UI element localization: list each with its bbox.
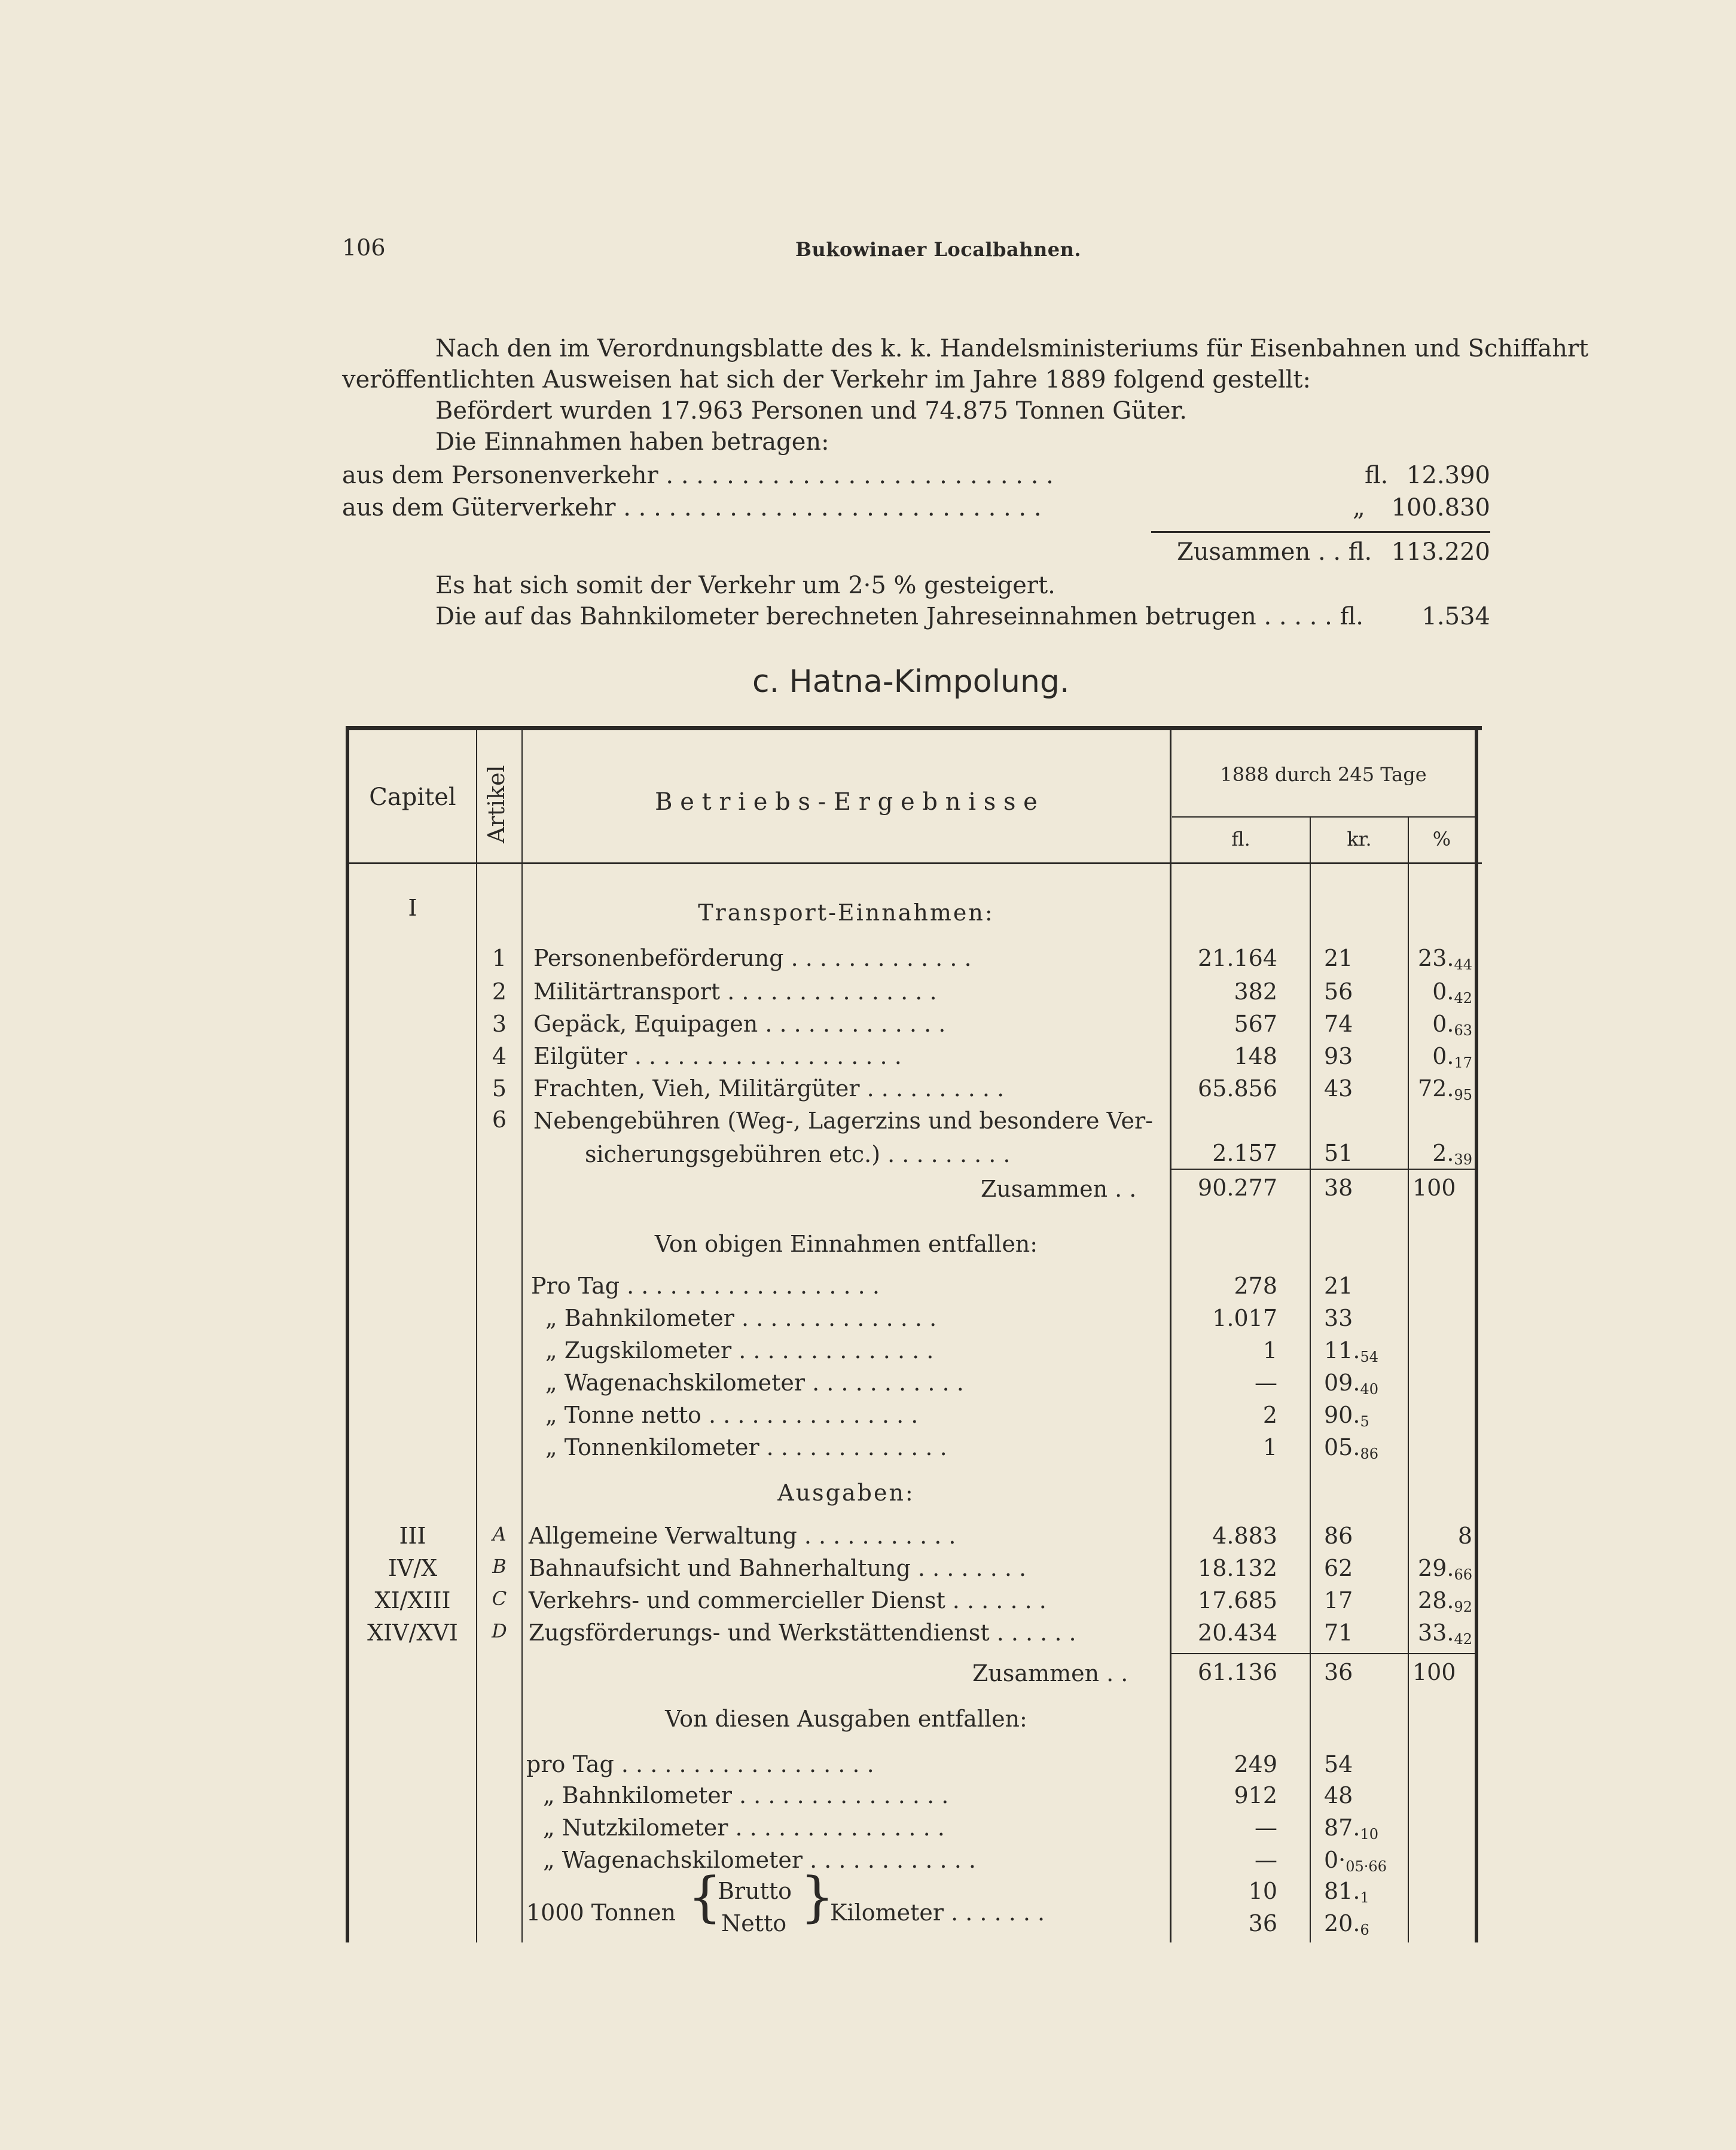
einnahmen-per-label: „ Wagenachskilometer . . . . . . . . . . . — [545, 1370, 964, 1396]
einnahmen-per-kr: $09._{40}$ — [1324, 1370, 1378, 1398]
ausgaben-heading: Ausgaben: — [777, 1480, 915, 1506]
ausgaben-per-kr: $0\cdot_{05\cdot 66}$ — [1324, 1847, 1387, 1875]
einnahmen-per-fl: 2 — [1262, 1402, 1277, 1428]
einnahmen-total-fl: 90.277 — [1198, 1175, 1277, 1201]
intro-total-rule — [1151, 531, 1490, 533]
running-title: Bukowinaer Localbahnen. — [795, 238, 1082, 261]
einnahmen-per-fl: 1 — [1262, 1434, 1277, 1460]
einnahmen-per-label: „ Tonnenkilometer . . . . . . . . . . . . . — [545, 1434, 947, 1460]
einnahmen-art: 1 — [492, 945, 507, 971]
ausgaben-per-label: „ Nutzkilometer . . . . . . . . . . . . . . . — [543, 1814, 945, 1841]
ausgaben-kr: 86 — [1324, 1523, 1353, 1549]
ausgaben-total-pct: 100 — [1412, 1659, 1456, 1685]
ausgaben-per-kr: 48 — [1324, 1782, 1353, 1809]
einnahmen-fl: 382 — [1234, 978, 1277, 1005]
ausgaben-per-heading: Von diesen Ausgaben entfallen: — [665, 1706, 1027, 1732]
intro-row-gueter-value: 100.830 — [1391, 494, 1490, 522]
tonnen-brutto-fl: 10 — [1248, 1878, 1277, 1904]
neben-pct: $2._{39}$ — [1432, 1140, 1472, 1168]
einnahmen-per-kr: $11._{54}$ — [1324, 1337, 1378, 1365]
ausgaben-sum-rule — [1170, 1653, 1475, 1654]
ausgaben-per-label: „ Bahnkilometer . . . . . . . . . . . . . . . — [543, 1782, 949, 1809]
einnahmen-per-kr: $05._{86}$ — [1324, 1434, 1378, 1462]
einnahmen-total-pct: 100 — [1412, 1175, 1456, 1201]
einnahmen-pct: $0._{42}$ — [1432, 978, 1472, 1007]
ausgaben-per-fl: — — [1255, 1847, 1277, 1873]
table-right-border — [1475, 728, 1478, 1942]
neben-label-1: Nebengebühren (Weg-, Lagerzins und besondere Ver- — [533, 1108, 1154, 1134]
tonnen-netto: Netto — [721, 1910, 787, 1936]
einnahmen-kr: 56 — [1324, 978, 1353, 1005]
ausgaben-pct: $28._{92}$ — [1418, 1587, 1472, 1615]
ausgaben-kr: 62 — [1324, 1555, 1353, 1581]
neben-fl: 2.157 — [1212, 1140, 1277, 1166]
header-pct: % — [1432, 828, 1451, 850]
ausgaben-per-fl: — — [1255, 1814, 1277, 1841]
header-fl: fl. — [1231, 828, 1250, 850]
einnahmen-label: Eilgüter . . . . . . . . . . . . . . . . . . . — [533, 1043, 902, 1069]
einnahmen-kr: 43 — [1324, 1075, 1353, 1102]
intro-line-3: Befördert wurden 17.963 Personen und 74.875 Tonnen Güter. — [435, 397, 1187, 425]
table-header-rule — [346, 862, 1482, 864]
ausgaben-kr: 17 — [1324, 1587, 1353, 1614]
ausgaben-per-kr: 54 — [1324, 1751, 1353, 1777]
ausgaben-art: D — [492, 1620, 507, 1642]
ausgaben-per-fl: 912 — [1234, 1782, 1277, 1809]
ausgaben-total-label: Zusammen . . — [972, 1660, 1128, 1687]
intro-row-personen-value: 12.390 — [1407, 462, 1490, 489]
intro-row-gueter-label: aus dem Güterverkehr . . . . . . . . . . . . . . . . . . . . . . . . . . . . — [342, 494, 1042, 522]
einnahmen-per-label: Pro Tag . . . . . . . . . . . . . . . . . . — [531, 1273, 880, 1299]
intro-row-personen-unit: fl. — [1365, 462, 1389, 489]
tonnen-netto-fl: 36 — [1248, 1910, 1277, 1936]
ausgaben-fl: 20.434 — [1198, 1620, 1277, 1646]
einnahmen-art: 4 — [492, 1043, 507, 1069]
ausgaben-pct: $29._{66}$ — [1418, 1555, 1472, 1583]
einnahmen-pct: $0._{63}$ — [1432, 1011, 1472, 1039]
einnahmen-fl: 567 — [1234, 1011, 1277, 1037]
einnahmen-fl: 21.164 — [1198, 945, 1277, 971]
ausgaben-pct: $33._{42}$ — [1418, 1620, 1472, 1648]
einnahmen-pct: $0._{17}$ — [1432, 1043, 1472, 1071]
einnahmen-art: 3 — [492, 1011, 507, 1037]
einnahmen-fl: 148 — [1234, 1043, 1277, 1069]
einnahmen-art: 2 — [492, 978, 507, 1005]
ausgaben-capitel: XIV/XVI — [367, 1620, 458, 1646]
tonnen-netto-kr: $20._6$ — [1324, 1910, 1369, 1938]
ausgaben-label: Verkehrs- und commercieller Dienst . . . . . . . — [529, 1587, 1047, 1614]
ausgaben-total-fl: 61.136 — [1198, 1659, 1277, 1685]
ausgaben-per-label: „ Wagenachskilometer . . . . . . . . . . . . — [543, 1847, 976, 1873]
ausgaben-art: B — [492, 1555, 507, 1578]
col-divider-capitel — [476, 728, 477, 1942]
einnahmen-per-kr: 21 — [1324, 1273, 1353, 1299]
einnahmen-per-kr: $90._5$ — [1324, 1402, 1369, 1430]
einnahmen-sum-rule — [1170, 1169, 1475, 1170]
header-kr: kr. — [1347, 828, 1372, 850]
ausgaben-art: C — [492, 1587, 507, 1610]
ausgaben-fl: 18.132 — [1198, 1555, 1277, 1581]
intro-line-1: Nach den im Verordnungsblatte des k. k. Handelsministeriums für Eisenbahnen und Schiffahrt — [435, 335, 1589, 362]
ausgaben-label: Bahnaufsicht und Bahnerhaltung . . . . . . . . — [529, 1555, 1027, 1581]
ausgaben-fl: 4.883 — [1212, 1523, 1277, 1549]
col-divider-text — [1170, 728, 1171, 1942]
ausgaben-per-label: pro Tag . . . . . . . . . . . . . . . . . . — [526, 1751, 874, 1777]
einnahmen-per-fl: 1.017 — [1212, 1305, 1277, 1331]
einnahmen-label: Gepäck, Equipagen . . . . . . . . . . . . . — [533, 1011, 946, 1037]
einnahmen-art: 5 — [492, 1075, 507, 1102]
einnahmen-pct: $72._{95}$ — [1418, 1075, 1472, 1103]
ausgaben-capitel: III — [399, 1523, 426, 1549]
einnahmen-label: Personenbeförderung . . . . . . . . . . . . . — [533, 945, 972, 971]
intro-line-6-value: 1.534 — [1421, 603, 1490, 630]
einnahmen-per-fl: 1 — [1262, 1337, 1277, 1364]
ausgaben-per-fl: 249 — [1234, 1751, 1277, 1777]
ausgaben-capitel: XI/XIII — [374, 1587, 451, 1614]
einnahmen-label: Frachten, Vieh, Militärgüter . . . . . . . . . . — [533, 1075, 1005, 1102]
capitel-I: I — [408, 895, 417, 921]
header-ergebnisse: B e t r i e b s - E r g e b n i s s e — [655, 788, 1038, 816]
einnahmen-per-fl: 278 — [1234, 1273, 1277, 1299]
ausgaben-fl: 17.685 — [1198, 1587, 1277, 1614]
einnahmen-per-kr: 33 — [1324, 1305, 1353, 1331]
einnahmen-kr: 74 — [1324, 1011, 1353, 1037]
intro-total-label: Zusammen . . fl. — [1177, 538, 1372, 566]
intro-line-4: Die Einnahmen haben betragen: — [435, 428, 829, 456]
ausgaben-capitel: IV/X — [388, 1555, 438, 1581]
tonnen-brutto-kr: $81._1$ — [1324, 1878, 1369, 1906]
tonnen-prefix: 1000 Tonnen — [526, 1899, 676, 1926]
ausgaben-label: Zugsförderungs- und Werkstättendienst . . . . . . — [529, 1620, 1076, 1646]
left-brace-icon: { — [688, 1866, 722, 1929]
intro-line-5: Es hat sich somit der Verkehr um 2·5 % gesteigert. — [435, 572, 1055, 599]
header-capitel: Capitel — [369, 783, 456, 811]
period-subheader-rule — [1172, 816, 1477, 818]
header-artikel: Artikel — [483, 765, 509, 843]
ausgaben-art: A — [492, 1523, 507, 1545]
einnahmen-pct: $23._{44}$ — [1418, 945, 1472, 973]
intro-row-personen-label: aus dem Personenverkehr . . . . . . . . . . . . . . . . . . . . . . . . . . — [342, 462, 1054, 489]
einnahmen-kr: 21 — [1324, 945, 1353, 971]
intro-line-6-label: Die auf das Bahnkilometer berechneten Jahreseinnahmen betrugen . . . . . fl. — [435, 603, 1363, 630]
ausgaben-per-kr: $87._{10}$ — [1324, 1814, 1378, 1843]
ausgaben-pct: 8 — [1457, 1523, 1472, 1549]
tonnen-brutto: Brutto — [718, 1878, 792, 1904]
neben-label-2: sicherungsgebühren etc.) . . . . . . . . . — [585, 1141, 1011, 1167]
einnahmen-total-kr: 38 — [1324, 1175, 1353, 1201]
einnahmen-per-label: „ Bahnkilometer . . . . . . . . . . . . . . — [545, 1305, 937, 1331]
einnahmen-per-label: „ Tonne netto . . . . . . . . . . . . . . . — [545, 1402, 919, 1428]
header-period: 1888 durch 245 Tage — [1220, 763, 1427, 786]
ausgaben-kr: 71 — [1324, 1620, 1353, 1646]
intro-line-2: veröffentlichten Ausweisen hat sich der Verkehr im Jahre 1889 folgend gestellt: — [342, 366, 1311, 394]
neben-kr: 51 — [1324, 1140, 1353, 1166]
einnahmen-kr: 93 — [1324, 1043, 1353, 1069]
intro-total-value: 113.220 — [1391, 538, 1490, 566]
ausgaben-total-kr: 36 — [1324, 1659, 1353, 1685]
einnahmen-label: Militärtransport . . . . . . . . . . . . . . . — [533, 978, 937, 1005]
einnahmen-per-label: „ Zugskilometer . . . . . . . . . . . . . . — [545, 1337, 934, 1364]
einnahmen-fl: 65.856 — [1198, 1075, 1277, 1102]
section-title: c. Hatna-Kimpolung. — [752, 664, 1070, 700]
col-divider-fl — [1310, 817, 1311, 1942]
ausgaben-label: Allgemeine Verwaltung . . . . . . . . . . . — [529, 1523, 956, 1549]
einnahmen-per-fl: — — [1255, 1370, 1277, 1396]
einnahmen-total-label: Zusammen . . — [981, 1176, 1137, 1202]
page-number: 106 — [342, 234, 386, 261]
intro-row-gueter-unit: „ — [1353, 494, 1365, 522]
neben-art: 6 — [492, 1106, 507, 1133]
table-top-rule — [346, 726, 1482, 730]
tonnen-suffix: Kilometer . . . . . . . — [830, 1899, 1045, 1926]
right-brace-icon: } — [800, 1866, 835, 1929]
einnahmen-per-heading: Von obigen Einnahmen entfallen: — [654, 1231, 1038, 1257]
transport-heading: Transport-Einnahmen: — [698, 899, 994, 926]
